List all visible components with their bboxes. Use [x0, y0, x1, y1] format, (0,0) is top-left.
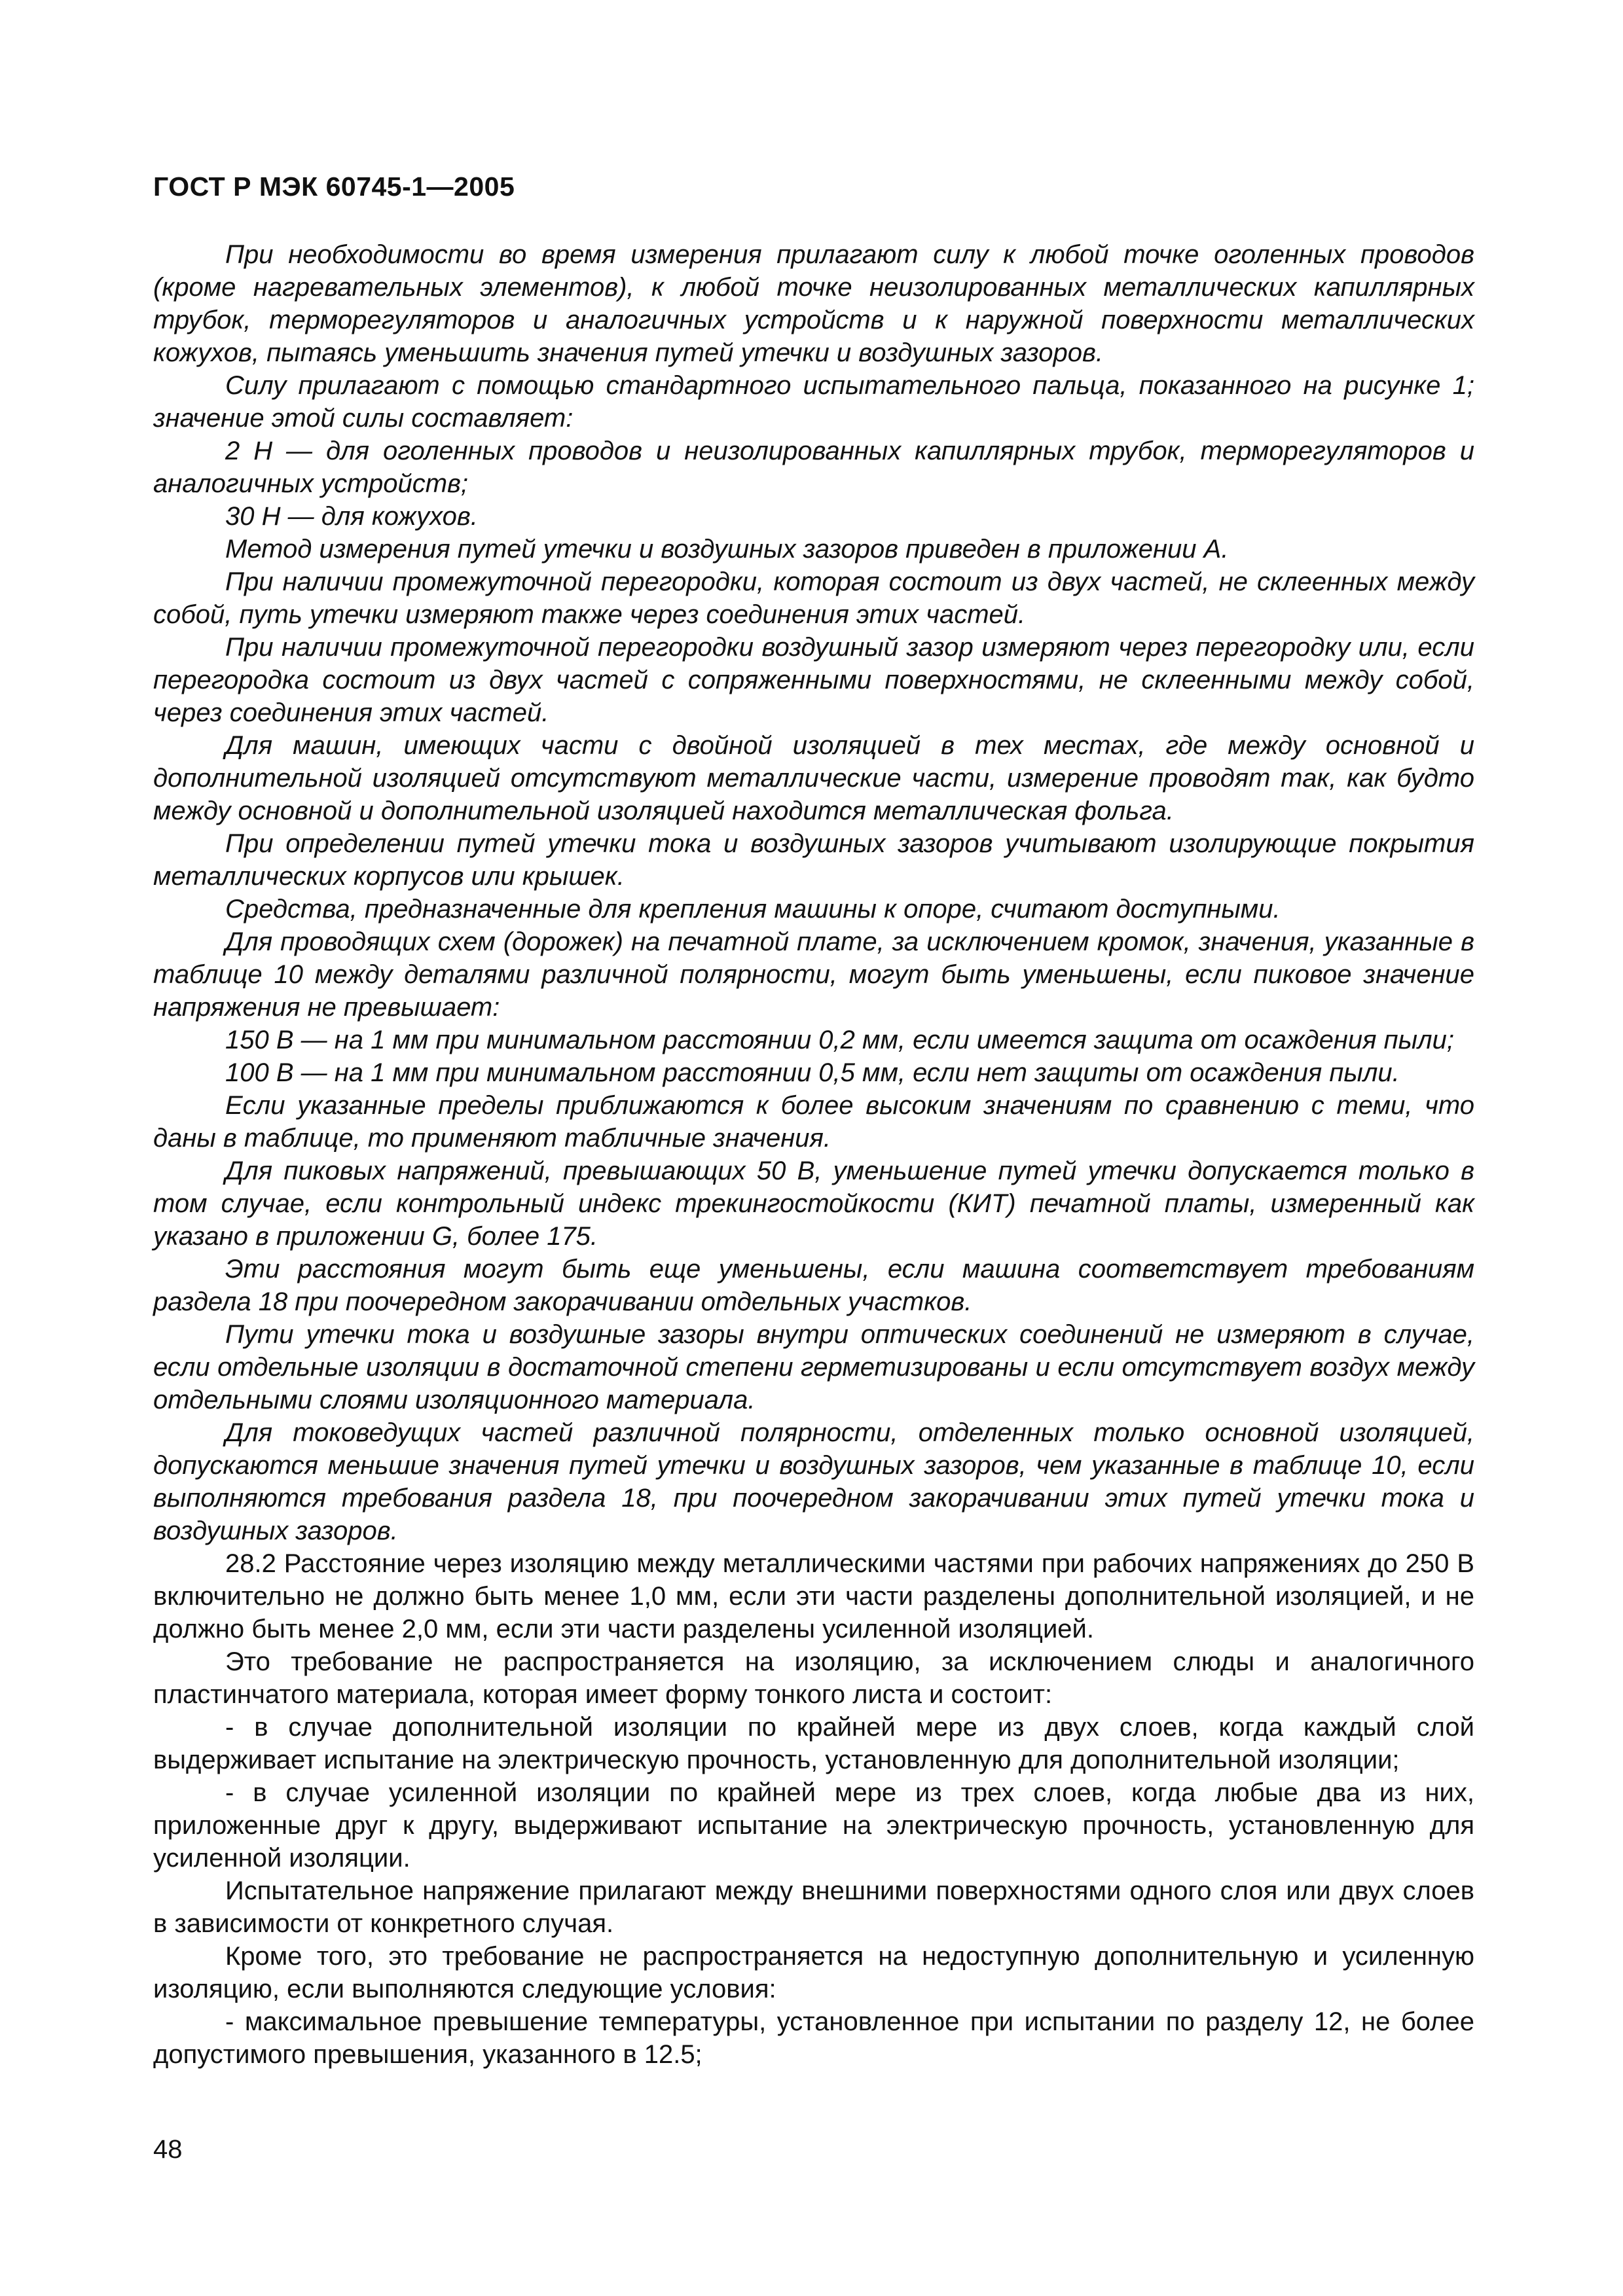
paragraph: Для пиковых напряжений, превышающих 50 В, уменьшение путей утечки допускается только в том случае, если контрольный индекс трекингостойкости (КИТ) печатной платы, измеренный как указано в приложении G, более 175. [153, 1157, 1474, 1251]
paragraph: 150 В — на 1 мм при минимальном расстоянии 0,2 мм, если имеется защита от осаждения пыли; [225, 1026, 1454, 1054]
paragraph: Для токоведущих частей различной полярности, отделенных только основной изоляцией, допускаются меньшие значения путей утечки и воздушных зазоров, чем указанные в таблице 10, если выполняются требования раздела 18, при поочередном закорачивании этих путей утечки тока и воздушных зазоров. [153, 1418, 1474, 1545]
paragraph: Для машин, имеющих части с двойной изоляцией в тех местах, где между основной и дополнительной изоляцией отсутствуют металлические части, измерение проводят так, как будто между основной и дополнительной изоляцией находится металлическая фольга. [153, 731, 1474, 825]
page-number: 48 [153, 2135, 183, 2164]
paragraph: 30 Н — для кожухов. [225, 502, 478, 531]
paragraph: - в случае усиленной изоляции по крайней мере из трех слоев, когда любые два из них, приложенные друг к другу, выдерживают испытание на электрическую прочность, установленную для усиленной изоляции. [153, 1778, 1474, 1873]
paragraph: При наличии промежуточной перегородки воздушный зазор измеряют через перегородку или, если перегородка состоит из двух частей с сопряженными поверхностями, не склеенными между собой, через соединения этих частей. [153, 633, 1474, 727]
paragraph: При определении путей утечки тока и воздушных зазоров учитывают изолирующие покрытия металлических корпусов или крышек. [153, 829, 1474, 891]
document-header: ГОСТ Р МЭК 60745-1—2005 [153, 171, 515, 202]
paragraph: 28.2 Расстояние через изоляцию между металлическими частями при рабочих напряжениях до 250 В включительно не должно быть менее 1,0 мм, если эти части разделены дополнительной изоляцией, и не должно быть менее 2,0 мм, если эти части разделены усиленной изоляцией. [153, 1549, 1474, 1643]
paragraph: - максимальное превышение температуры, установленное при испытании по разделу 12, не более допустимого превышения, указанного в 12.5; [153, 2007, 1474, 2069]
paragraph: Это требование не распространяется на изоляцию, за исключением слюды и аналогичного пластинчатого материала, которая имеет форму тонкого листа и состоит: [153, 1647, 1474, 1709]
paragraph: Испытательное напряжение прилагают между внешними поверхностями одного слоя или двух слоев в зависимости от конкретного случая. [153, 1876, 1474, 1938]
paragraph: Средства, предназначенные для крепления машины к опоре, считают доступными. [225, 895, 1281, 924]
paragraph: 100 В — на 1 мм при минимальном расстоянии 0,5 мм, если нет защиты от осаждения пыли. [225, 1058, 1400, 1087]
paragraph: Метод измерения путей утечки и воздушных зазоров приведен в приложении А. [225, 535, 1229, 564]
paragraph: Если указанные пределы приближаются к более высоким значениям по сравнению с теми, что даны в таблице, то применяют табличные значения. [153, 1091, 1474, 1153]
paragraph: Для проводящих схем (дорожек) на печатной плате, за исключением кромок, значения, указанные в таблице 10 между деталями различной полярности, могут быть уменьшены, если пиковое значение напряжения не превышает: [153, 927, 1474, 1022]
paragraph: Кроме того, это требование не распространяется на недоступную дополнительную и усиленную изоляцию, если выполняются следующие условия: [153, 1942, 1474, 2003]
document-body [153, 238, 1474, 2071]
paragraph: Силу прилагают с помощью стандартного испытательного пальца, показанного на рисунке 1; значение этой силы составляет: [153, 371, 1474, 433]
paragraph: При необходимости во время измерения прилагают силу к любой точке оголенных проводов (кроме нагревательных элементов), к любой точке неизолированных металлических капиллярных трубок, терморегуляторов и аналогичных устройств и к наружной поверхности металлических кожухов, пытаясь уменьшить значения путей утечки и воздушных зазоров. [153, 240, 1474, 367]
paragraph: При наличии промежуточной перегородки, которая состоит из двух частей, не склеенных между собой, путь утечки измеряют также через соединения этих частей. [153, 567, 1474, 629]
paragraph: Пути утечки тока и воздушные зазоры внутри оптических соединений не измеряют в случае, если отдельные изоляции в достаточной степени герметизированы и если отсутствует воздух между отдельными слоями изоляционного материала. [153, 1320, 1474, 1414]
paragraph: Эти расстояния могут быть еще уменьшены, если машина соответствует требованиям раздела 18 при поочередном закорачивании отдельных участков. [153, 1255, 1474, 1316]
paragraph: - в случае дополнительной изоляции по крайней мере из двух слоев, когда каждый слой выдерживает испытание на электрическую прочность, установленную для дополнительной изоляции; [153, 1713, 1474, 1774]
paragraph: 2 Н — для оголенных проводов и неизолированных капиллярных трубок, терморегуляторов и аналогичных устройств; [153, 437, 1474, 498]
